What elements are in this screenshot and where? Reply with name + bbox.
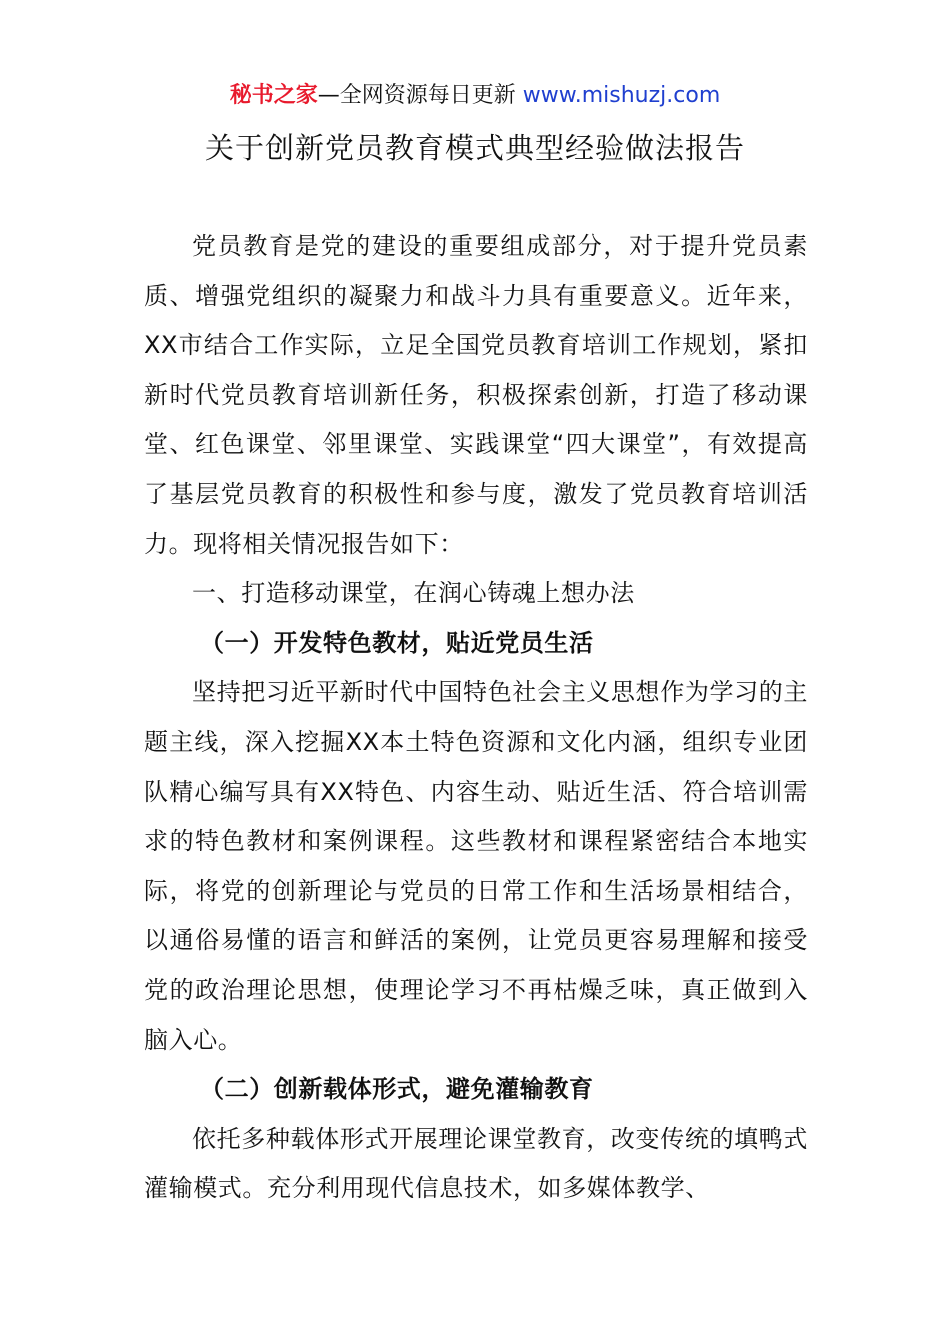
document-title: 关于创新党员教育模式典型经验做法报告 <box>204 131 745 165</box>
section-heading-1: 一、打造移动课堂，在润心铸魂上想办法 <box>192 579 635 608</box>
subsection-2-paragraph: 依托多种载体形式开展理论课堂教育，改变传统的填鸭式灌输模式。充分利用现代信息技术，如多媒体教学、 <box>144 1124 808 1203</box>
subsection-heading-2: （二）创新载体形式，避免灌输教育 <box>200 1075 594 1104</box>
page-header <box>0 80 950 112</box>
brand-name: 秘书之家 <box>229 83 318 108</box>
site-url[interactable]: www.mishuzj.com <box>522 83 721 108</box>
header-tagline: —全网资源每日更新 <box>317 83 523 108</box>
subsection-heading-1: （一）开发特色教材，贴近党员生活 <box>200 628 594 657</box>
subsection-1-paragraph: 坚持把习近平新时代中国特色社会主义思想作为学习的主题主线，深入挖掘XX本土特色资源和文化内涵，组织专业团队精心编写具有XX特色、内容生动、贴近生活、符合培训需求的特色教材和案例课程。这些教材和课程紧密结合本地实际，将党的创新理论与党员的日常工作和生活场景相结合，以通俗易懂的语言和鲜活的案例，让党员更容易理解和接受党的政治理论思想，使理论学习不再枯燥乏味，真正做到入脑入心。 <box>144 678 808 1054</box>
intro-paragraph: 党员教育是党的建设的重要组成部分，对于提升党员素质、增强党组织的凝聚力和战斗力具有重要意义。近年来，XX市结合工作实际，立足全国党员教育培训工作规划，紧扣新时代党员教育培训新任务，积极探索创新，打造了移动课堂、红色课堂、邻里课堂、实践课堂“四大课堂”，有效提高了基层党员教育的积极性和参与度，激发了党员教育培训活力。现将相关情况报告如下： <box>144 232 808 558</box>
document-body <box>144 222 808 1214</box>
